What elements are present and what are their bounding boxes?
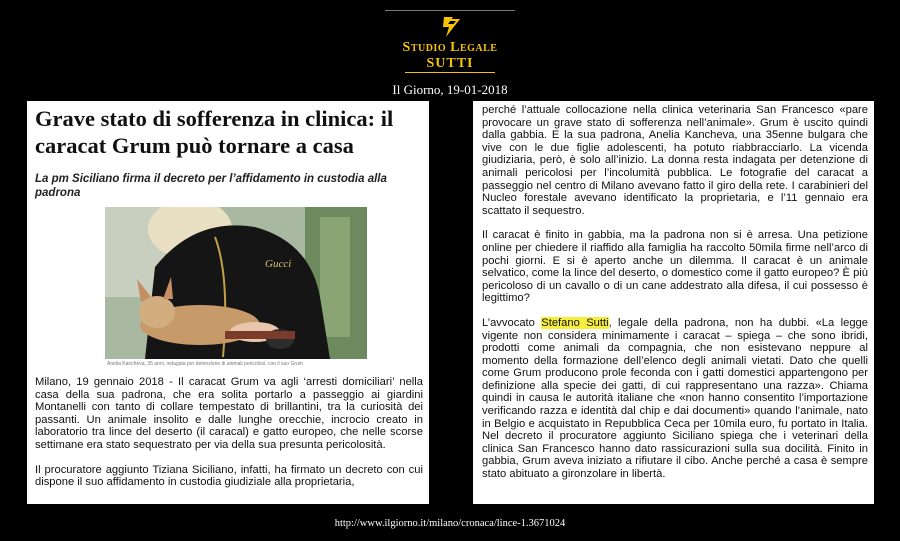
paragraph-text: , legale della padrona, non ha dubbi. «La legge vigente non considera minimamente i caracat – spiega – che sono ibridi, prodotti come animali da compagnia, che non esistevano neppure al momento della formazione dell’elenco degli animali vietati. Dato che quelli come Grum producono prole feconda con i gatti domestici appartengono per definizione alla specie dei gatti, di cui rappresentano una razza». Chiama quindi in causa le autorità italiane che «non hanno consentito l’importazione verificando razza e identità dal chip e dai documenti» quando l’animale, nato in Belgio e acquistato in Repubblica Ceca per 10mila euro, fu portato in Italia. Nel decreto il procuratore aggiunto Siciliano spiega che i veterinari della clinica San Francesco hanno dato rassicurazioni sulla sua docilità. Finito in gabbia, Grum aveva iniziato a rifiutare il cibo. Anche perché a casa è sempre stato abituato a gironzolare in libertà. <box>482 316 868 481</box>
firm-name-line1: Studio Legale <box>402 40 498 55</box>
paragraph-text: L’avvocato <box>482 316 542 329</box>
article-body-right <box>482 104 868 493</box>
top-rule <box>385 10 515 11</box>
article-body-left <box>35 376 423 501</box>
paragraph: perché l’attuale collocazione nella clinica veterinaria San Francesco «pare provocare un grave stato di sofferenza nell’animale». Grum è uscito quindi dalla gabbia. E la sua padrona, Anelia Kancheva, una 35enne bulgara che vive con le due figlie adolescenti, ha potuto riabbracciarlo. La vicenda giudiziaria, però, è solo all’inizio. La donna resta indagata per detenzione di animali pericolosi per l’incolumità pubblica. Le fotografie del caracat a passeggio nel centro di Milano avevano fatto il giro della rete. I carabinieri del Nucleo forestale avevano identificato la proprietaria, e l’11 gennaio era scattato il sequestro. <box>482 104 868 217</box>
article-right-column <box>473 101 874 504</box>
shirt-brand-text: Gucci <box>265 258 292 270</box>
highlighted-lawyer-name: Stefano Sutti <box>541 316 609 329</box>
paragraph: Milano, 19 gennaio 2018 - Il caracat Grum va agli ‘arresti domiciliari’ nella casa della sua padrona, che era solita portarlo a passeggio ai giardini Montanelli con tanto di collare tempestato di brillantini, tra la curiosità dei passanti. Un animale insolito e dalle lunghe orecchie, incrocio creato in laboratorio tra lince del deserto (il caracal) e gatto europeo, che nelle scorse settimane era stato sequestrato per via della sua presunta pericolosità. <box>35 376 423 451</box>
source-url: http://www.ilgiorno.it/milano/cronaca/lince-1.3671024 <box>334 518 566 529</box>
article-subhead: La pm Siciliano firma il decreto per l’affidamento in custodia alla padrona <box>35 173 387 199</box>
source-date: Il Giorno, 19-01-2018 <box>392 82 508 97</box>
article-photo <box>105 207 367 359</box>
firm-name-line2: SUTTI <box>426 56 474 71</box>
article-left-column <box>27 101 429 504</box>
law-firm-logo-icon <box>441 16 461 38</box>
article-headline: Grave stato di sofferenza in clinica: il caracat Grum può tornare a casa <box>35 106 394 158</box>
paragraph: Il procuratore aggiunto Tiziana Siciliano, infatti, ha firmato un decreto con cui dispone il suo affidamento in custodia giudiziale alla proprietaria, <box>35 463 423 489</box>
photo-caption: Anelia Kancheva, 35 anni, indagata per detenzione di animali pericolosi, con il suo Grum <box>107 361 303 367</box>
firm-underline <box>405 72 495 73</box>
paragraph <box>482 317 868 481</box>
paragraph: Il caracat è finito in gabbia, ma la padrona non si è arresa. Una petizione online per chiedere il riaffido alla famiglia ha raccolto 50mila firme nell’arco di pochi giorni. E si è aperto anche un dilemma. Il caracat è un animale selvatico, come la lince del deserto, o domestico come il gatto europeo? È più pericoloso di un cavallo o di un cane addestrato alla difesa, il cui possesso è legittimo? <box>482 229 868 305</box>
